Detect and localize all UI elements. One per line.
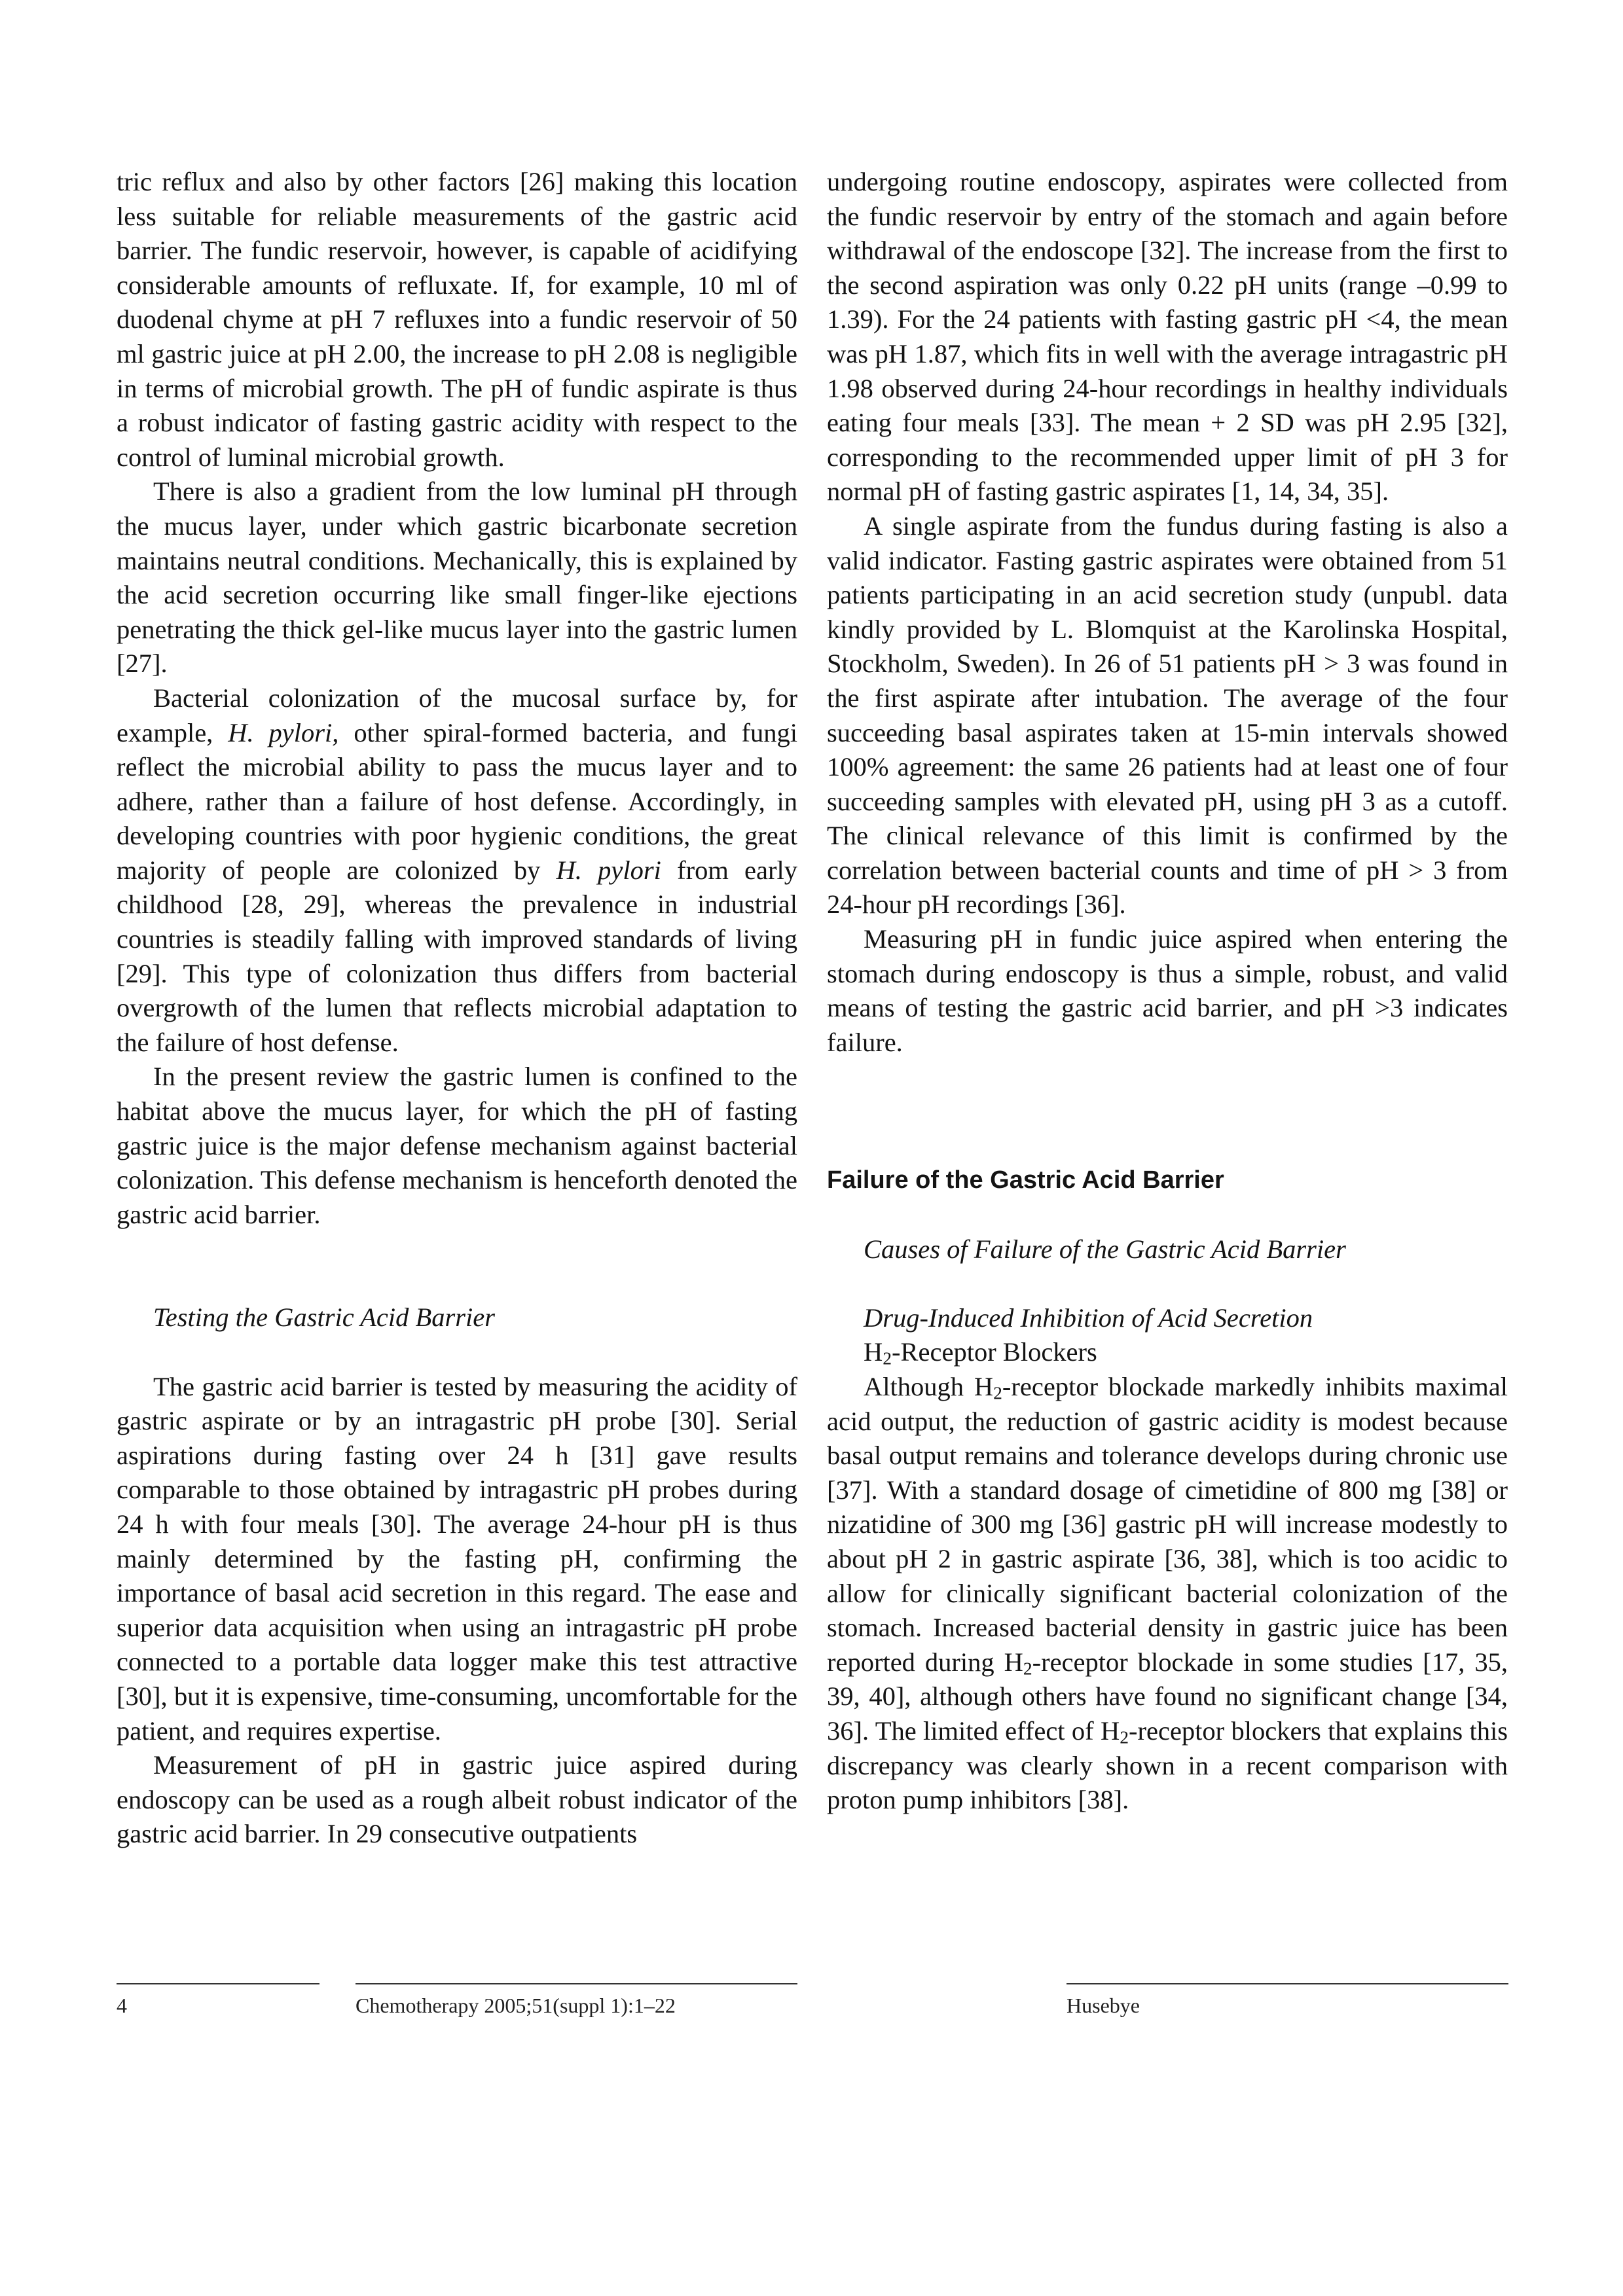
- right-column: [827, 165, 1508, 1818]
- running-author: Husebye: [1067, 1994, 1140, 2017]
- footer-rule-middle: [356, 1983, 797, 1984]
- paragraph: The gastric acid barrier is tested by measuring the acidity of gastric aspirate or by an intragastric pH probe [30]. Serial aspirations during fasting over 24 h [31] gave results comparable to those obtained by intragastric pH probes during 24 h with four meals [30]. The average 24-hour pH is thus mainly determined by the fasting pH, confirming the importance of basal acid secretion in this regard. The ease and superior data acquisition when using an intragastric pH probe connected to a portable data logger make this test attractive [30], but it is expensive, time-consuming, uncomfortable for the patient, and requires expertise.: [117, 1371, 797, 1746]
- paragraph: Bacterial colonization of the mucosal surface by, for example, H. pylori, other spiral-formed bacteria, and fungi reflect the microbial ability to pass the mucus layer and to adhere, rather than a failure of host defense. Accordingly, in developing countries with poor hygienic conditions, the great majority of people are colonized by H. pylori from early childhood [28, 29], whereas the prevalence in industrial countries is steadily falling with improved standards of living [29]. This type of colonization thus differs from bacterial overgrowth of the lumen that reflects microbial adaptation to the failure of host defense.: [117, 683, 797, 1057]
- footer-rule-left: [117, 1983, 319, 1984]
- paragraph: Although $H_2$-receptor blockade markedly inhibits maximal acid output, the reduction of gastric acidity is modest because basal output remains and tolerance develops during chronic use [37]. With a standard dosage of cimetidine of 800 mg [38] or nizatidine of 300 mg [36] gastric pH will increase modestly to about pH 2 in gastric aspirate [36, 38], which is too acidic to allow for clinically significant bacterial colonization of the stomach. Increased bacterial density in gastric juice has been reported during $H_2$-receptor blockade in some studies [17, 35, 39, 40], although others have found no significant change [34, 36]. The limited effect of $H_2$-receptor blockers that explains this discrepancy was clearly shown in a recent comparison with proton pump inhibitors [38].: [827, 1372, 1508, 1815]
- section-heading-testing: Testing the Gastric Acid Barrier: [153, 1302, 496, 1333]
- paragraph: There is also a gradient from the low luminal pH through the mucus layer, under which gastric bicarbonate secretion maintains neutral conditions. Mechanically, this is explained by the acid secretion occurring like small finger-like ejections penetrating the thick gel-like mucus layer into the gastric lumen [27].: [117, 476, 797, 679]
- paragraph: In the present review the gastric lumen is confined to the habitat above the mucus layer, for which the pH of fasting gastric juice is the major defense mechanism against bacterial colonization. This defense mechanism is henceforth denoted the gastric acid barrier.: [117, 1062, 797, 1229]
- paragraph: A single aspirate from the fundus during fasting is also a valid indicator. Fasting gastric aspirates were obtained from 51 patients participating in an acid secretion study (unpubl. data kindly provided by L. Blomquist at the Karolinska Hospital, Stockholm, Sweden). In 26 of 51 patients pH > 3 was found in the first aspirate after intubation. The average of the four succeeding basal aspirates taken at 15-min intervals showed 100% agreement: the same 26 patients had at least one of four succeeding samples with elevated pH, using pH 3 as a cutoff. The clinical relevance of this limit is confirmed by the correlation between bacterial counts and time of pH > 3 from 24-hour pH recordings [36].: [827, 511, 1508, 920]
- paragraph: Measuring pH in fundic juice aspired when entering the stomach during endoscopy is thus a simple, robust, and valid means of testing the gastric acid barrier, and pH >3 indicates failure.: [827, 924, 1508, 1057]
- page-number: 4: [117, 1994, 127, 2017]
- paragraph: Measurement of pH in gastric juice aspired during endoscopy can be used as a rough albeit robust indicator of the gastric acid barrier. In 29 consecutive outpatients: [117, 1750, 797, 1849]
- subsection-heading-drug: Drug-Induced Inhibition of Acid Secretion: [864, 1302, 1313, 1333]
- journal-citation: Chemotherapy 2005;51(suppl 1):1–22: [356, 1994, 676, 2017]
- paragraph: undergoing routine endoscopy, aspirates were collected from the fundic reservoir by entry of the stomach and again before withdrawal of the endoscope [32]. The increase from the first to the second aspiration was only 0.22 pH units (range –0.99 to 1.39). For the 24 patients with fasting gastric pH <4, the mean was pH 1.87, which fits in well with the average intragastric pH 1.98 observed during 24-hour recordings in healthy individuals eating four meals [33]. The mean + 2 SD was pH 2.95 [32], corresponding to the recommended upper limit of pH 3 for normal pH of fasting gastric aspirates [1, 14, 34, 35].: [827, 167, 1508, 507]
- section-heading-failure: Failure of the Gastric Acid Barrier: [827, 1166, 1224, 1194]
- left-column: [117, 165, 797, 1852]
- subsection-heading-h2-blockers: $H_2$-Receptor Blockers: [864, 1337, 1097, 1369]
- subsection-heading-causes: Causes of Failure of the Gastric Acid Barrier: [864, 1234, 1346, 1264]
- footer-rule-right: [1067, 1983, 1508, 1984]
- paragraph: tric reflux and also by other factors [26] making this location less suitable for reliable measurements of the gastric acid barrier. The fundic reservoir, however, is capable of acidifying considerable amounts of refluxate. If, for example, 10 ml of duodenal chyme at pH 7 refluxes into a fundic reservoir of 50 ml gastric juice at pH 2.00, the increase to pH 2.08 is negligible in terms of microbial growth. The pH of fundic aspirate is thus a robust indicator of fasting gastric acidity with respect to the control of luminal microbial growth.: [117, 167, 797, 472]
